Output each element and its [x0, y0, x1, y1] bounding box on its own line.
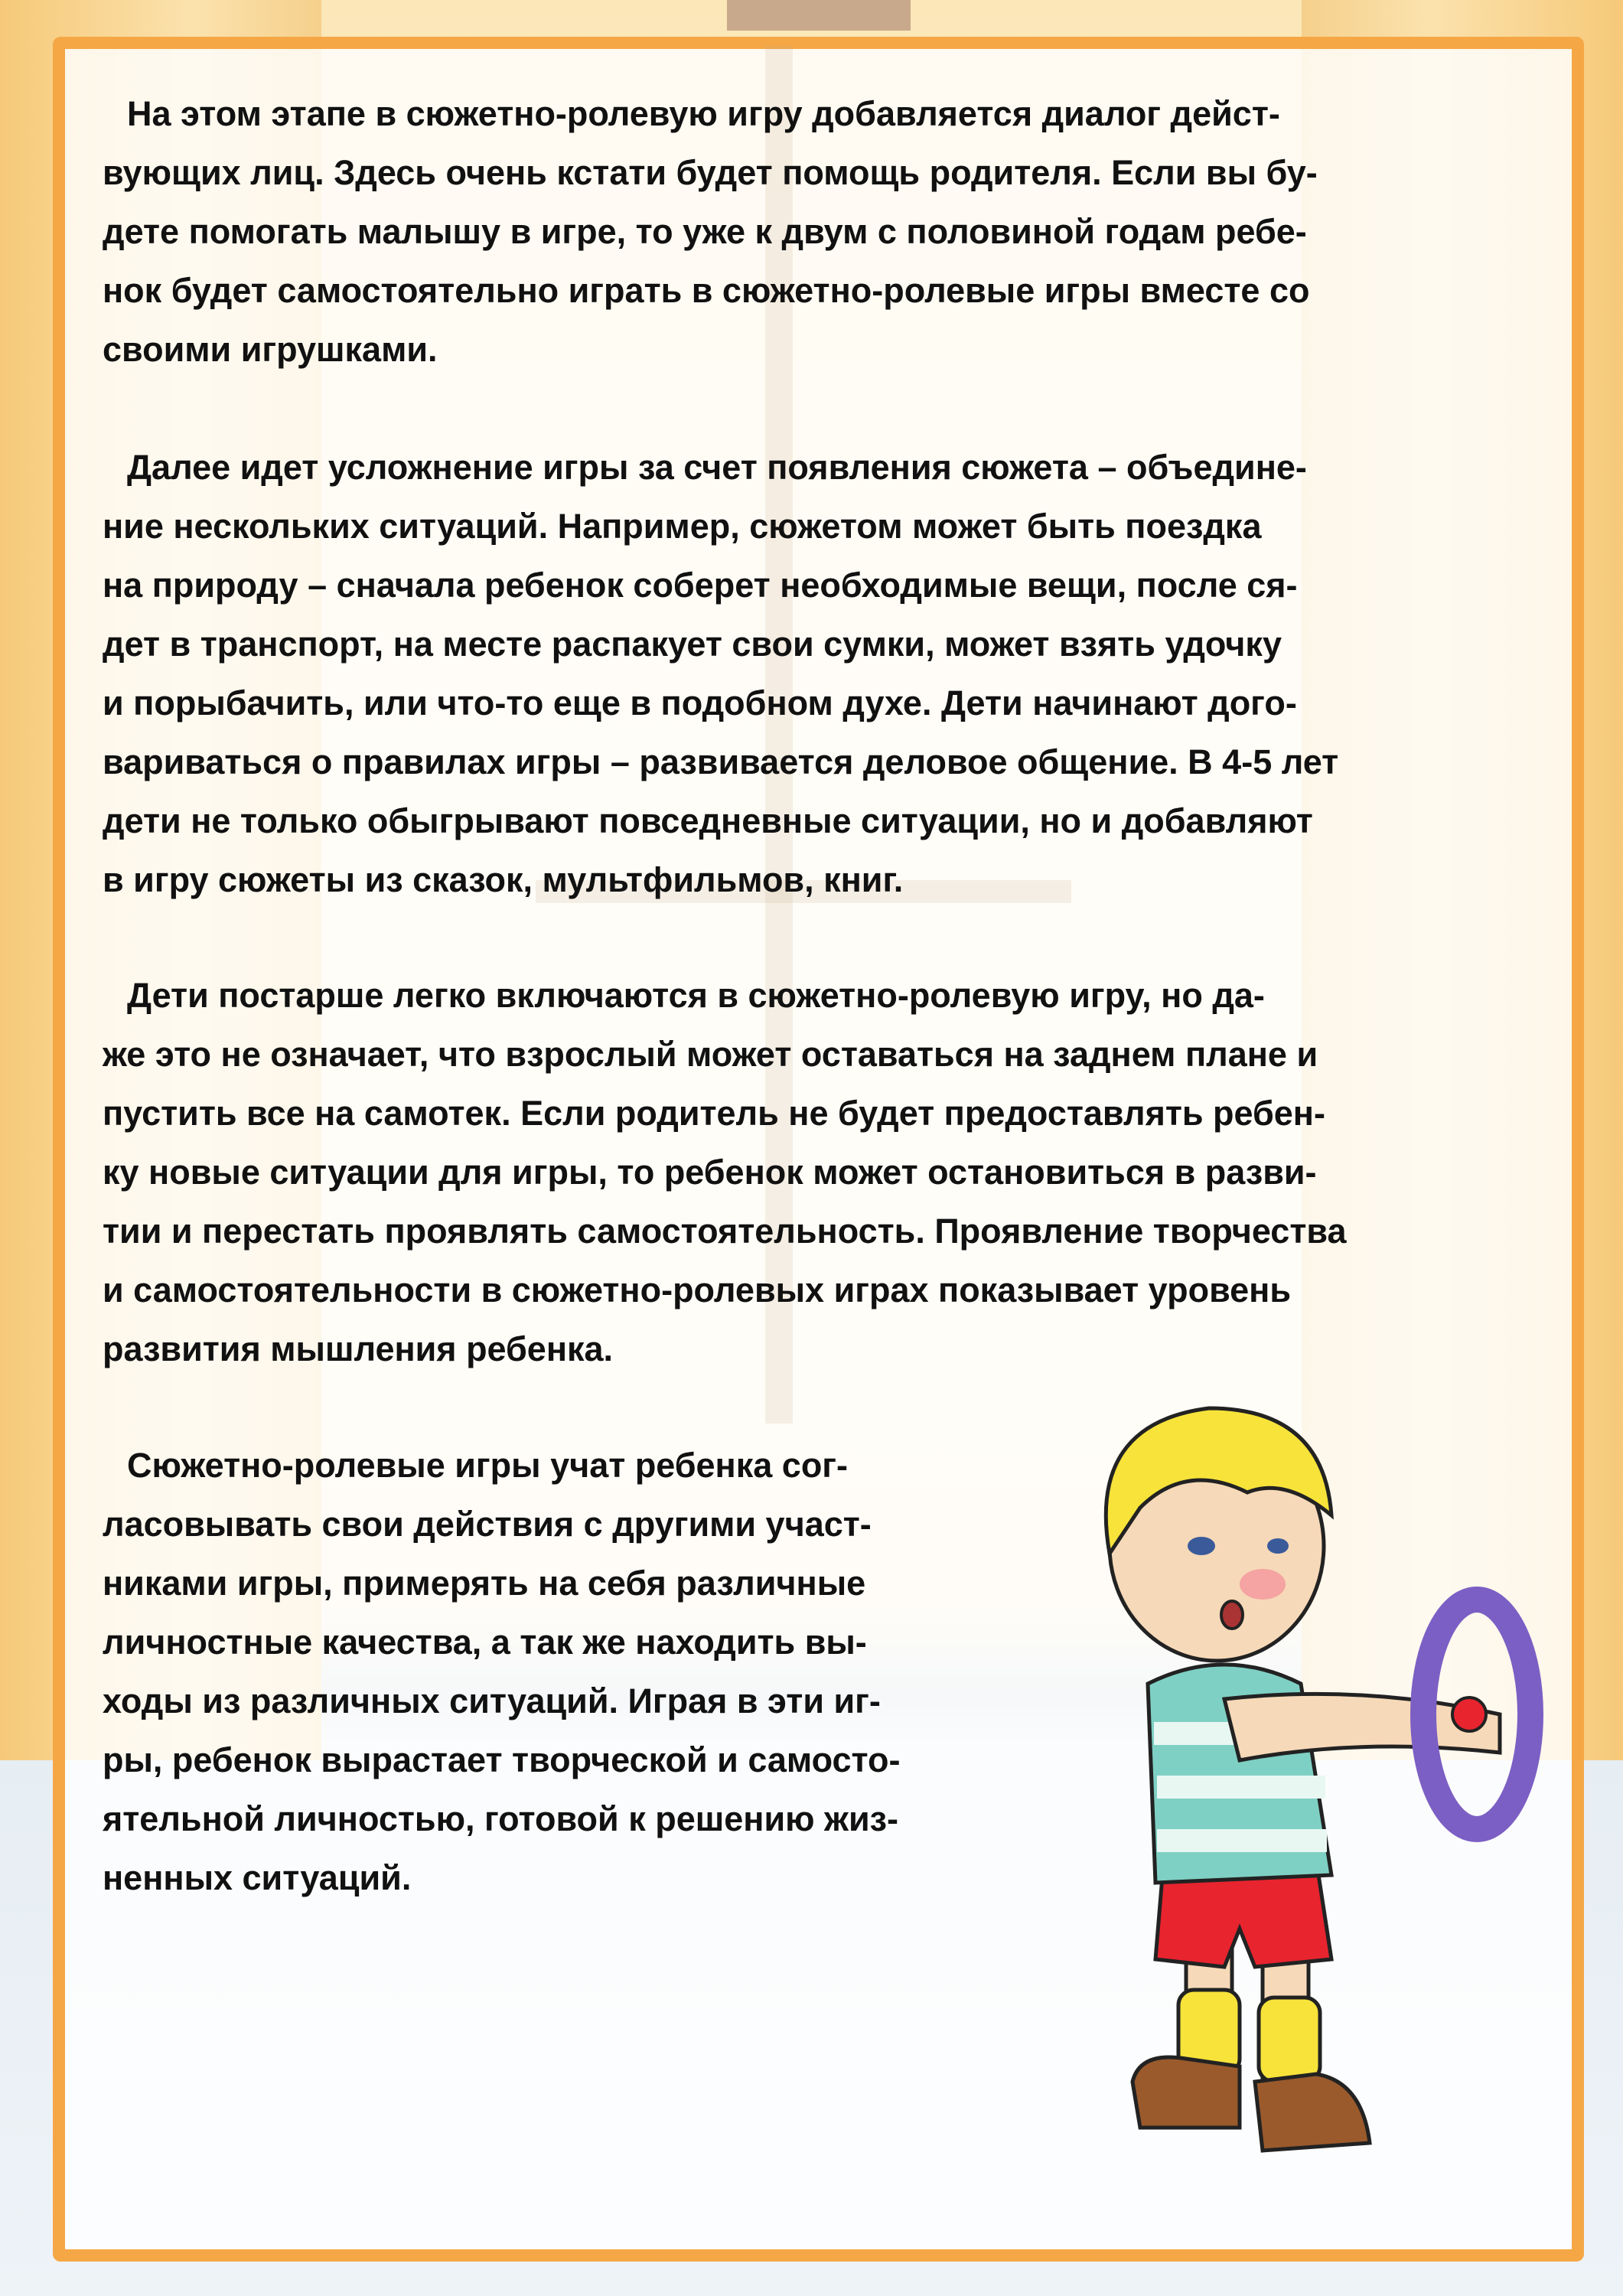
text-line: дете помогать малышу в игре, то уже к двум с половиной годам ребе-	[103, 212, 1307, 251]
paragraph	[103, 966, 1346, 1378]
text-line: вующих лиц. Здесь очень кстати будет помощь родителя. Если вы бу-	[103, 153, 1318, 192]
text-line: никами игры, примерять на себя различные	[103, 1564, 866, 1603]
text-line: в игру сюжеты из сказок, мультфильмов, книг.	[103, 860, 904, 899]
text-line: ние нескольких ситуаций. Например, сюжетом может быть поездка	[103, 507, 1262, 546]
text-line: личностные качества, а так же находить вы-	[103, 1623, 867, 1662]
text-line: ласовывать свои действия с другими участ-	[103, 1505, 872, 1544]
text-line: Дети постарше легко включаются в сюжетно-ролевую игру, но да-	[127, 976, 1265, 1015]
curtain-rod	[727, 0, 911, 31]
paragraph	[103, 438, 1338, 909]
text-line: своими игрушками.	[103, 330, 438, 369]
text-line: ры, ребенок вырастает творческой и самосто-	[103, 1740, 901, 1779]
paragraph	[103, 1436, 900, 1907]
text-line: на природу – сначала ребенок соберет необходимые вещи, после ся-	[103, 566, 1298, 605]
text-line: тии и перестать проявлять самостоятельность. Проявление творчества	[103, 1212, 1347, 1251]
text-line: дет в транспорт, на месте распакует свои сумки, может взять удочку	[103, 625, 1282, 664]
text-line: На этом этапе в сюжетно-ролевую игру добавляется диалог дейст-	[127, 94, 1280, 133]
text-line: же это не означает, что взрослый может оставаться на заднем плане и	[103, 1035, 1318, 1074]
text-line: нок будет самостоятельно играть в сюжетно-ролевые игры вместе со	[103, 271, 1310, 310]
text-line: ку новые ситуации для игры, то ребенок может остановиться в разви-	[103, 1153, 1317, 1192]
text-line: и порыбачить, или что-то еще в подобном духе. Дети начинают дого-	[103, 683, 1297, 722]
text-line: ятельной личностью, готовой к решению жиз-	[103, 1799, 898, 1838]
text-line: дети не только обыгрывают повседневные ситуации, но и добавляют	[103, 801, 1313, 840]
paragraph	[103, 84, 1318, 379]
text-line: Сюжетно-ролевые игры учат ребенка сог-	[127, 1446, 849, 1485]
text-line: и самостоятельности в сюжетно-ролевых играх показывает уровень	[103, 1270, 1292, 1309]
text-line: пустить все на самотек. Если родитель не будет предоставлять ребен-	[103, 1094, 1325, 1133]
text-line: ходы из различных ситуаций. Играя в эти иг-	[103, 1681, 881, 1720]
text-line: Далее идет усложнение игры за счет появления сюжета – объедине-	[127, 448, 1307, 487]
text-line: развития мышления ребенка.	[103, 1329, 614, 1368]
boy-illustration	[1071, 1393, 1546, 2204]
text-line: ненных ситуаций.	[103, 1858, 412, 1897]
text-line: вариваться о правилах игры – развивается деловое общение. В 4-5 лет	[103, 742, 1339, 781]
